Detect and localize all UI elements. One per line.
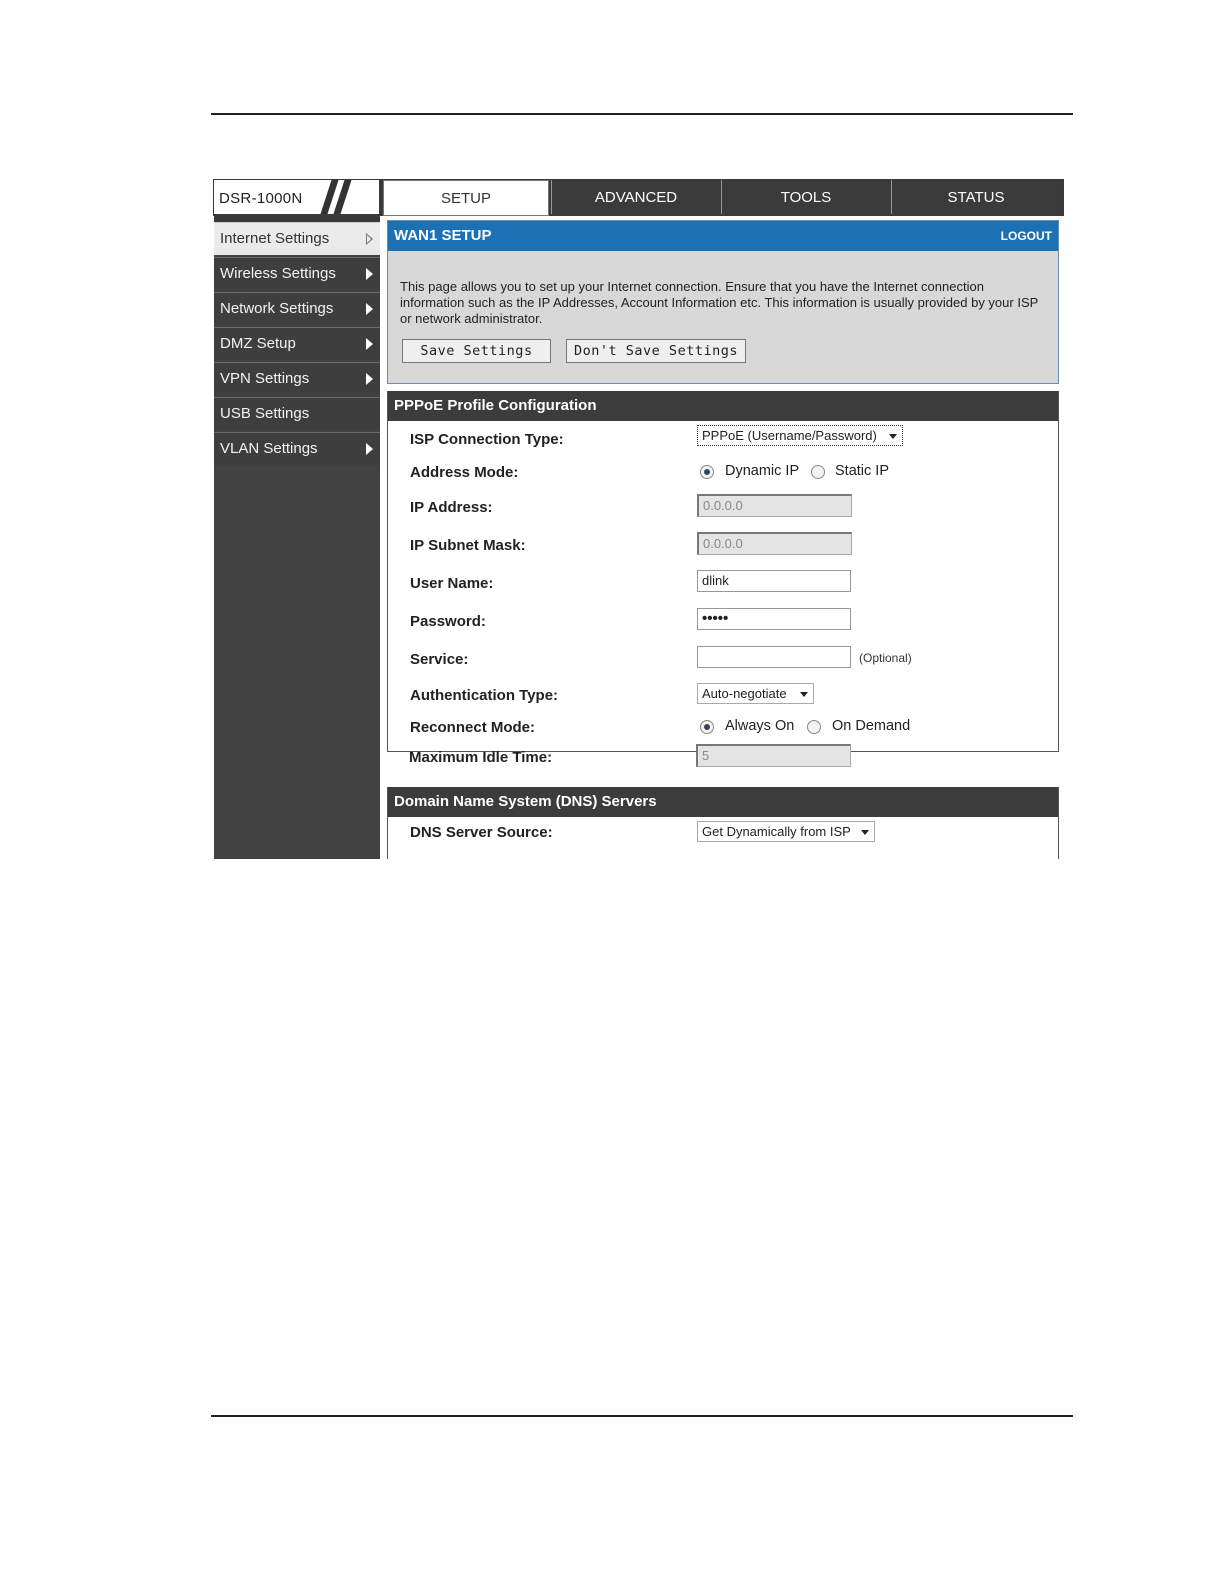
service-row bbox=[388, 643, 1058, 673]
tab-advanced[interactable]: ADVANCED bbox=[551, 180, 720, 214]
sidebar-item-label: DMZ Setup bbox=[220, 335, 296, 352]
max-idle-time-label: Maximum Idle Time: bbox=[409, 749, 553, 766]
sidebar-item-usb-settings[interactable] bbox=[214, 397, 380, 430]
isp-connection-type-row bbox=[388, 424, 1058, 454]
subnet-mask-input[interactable]: 0.0.0.0 bbox=[697, 532, 852, 555]
sidebar bbox=[214, 216, 380, 859]
static-ip-radio[interactable] bbox=[811, 465, 825, 479]
chevron-down-icon bbox=[800, 692, 808, 697]
dns-servers-section bbox=[387, 787, 1059, 859]
tab-tools[interactable]: TOOLS bbox=[721, 180, 890, 214]
isp-connection-type-select[interactable] bbox=[697, 425, 903, 446]
router-admin-window bbox=[213, 179, 1064, 859]
address-mode-row bbox=[388, 457, 1058, 487]
chevron-down-icon bbox=[889, 434, 897, 439]
authentication-type-select[interactable] bbox=[697, 683, 814, 704]
reconnect-mode-row bbox=[388, 712, 1058, 742]
logout-link[interactable]: LOGOUT bbox=[1000, 229, 1052, 243]
main-content bbox=[387, 220, 1059, 841]
wan-setup-panel bbox=[387, 220, 1059, 384]
tab-setup[interactable]: SETUP bbox=[383, 180, 549, 216]
wan-setup-header bbox=[388, 221, 1058, 251]
chevron-right-icon bbox=[366, 338, 373, 350]
pppoe-section-title: PPPoE Profile Configuration bbox=[388, 391, 1058, 421]
ip-address-label: IP Address: bbox=[410, 499, 493, 516]
chevron-down-icon bbox=[861, 830, 869, 835]
dynamic-ip-radio[interactable] bbox=[700, 465, 714, 479]
dns-server-source-value: Get Dynamically from ISP bbox=[702, 824, 851, 839]
user-name-input[interactable]: dlink bbox=[697, 570, 851, 592]
sidebar-item-label: VLAN Settings bbox=[220, 440, 318, 457]
dynamic-ip-label: Dynamic IP bbox=[725, 463, 800, 479]
ip-address-input[interactable]: 0.0.0.0 bbox=[697, 494, 852, 517]
subnet-mask-label: IP Subnet Mask: bbox=[410, 537, 526, 554]
on-demand-label: On Demand bbox=[832, 718, 911, 734]
isp-connection-type-label: ISP Connection Type: bbox=[410, 431, 564, 448]
page-title: WAN1 SETUP bbox=[394, 227, 492, 244]
password-row bbox=[388, 605, 1058, 635]
brand-name: DSR-1000N bbox=[219, 190, 303, 207]
brand-logo bbox=[214, 180, 379, 214]
pppoe-profile-section bbox=[387, 391, 1059, 752]
page-bottom-rule bbox=[211, 1415, 1073, 1417]
dns-section-title: Domain Name System (DNS) Servers bbox=[388, 787, 1058, 817]
service-optional-hint: (Optional) bbox=[859, 651, 912, 665]
on-demand-radio[interactable] bbox=[807, 720, 821, 734]
chevron-right-icon bbox=[366, 373, 373, 385]
static-ip-label: Static IP bbox=[835, 463, 889, 479]
subnet-mask-row bbox=[388, 529, 1058, 559]
dont-save-settings-button[interactable]: Don't Save Settings bbox=[566, 339, 746, 363]
sidebar-item-wireless-settings[interactable] bbox=[214, 257, 380, 290]
save-settings-button[interactable]: Save Settings bbox=[402, 339, 551, 363]
user-name-label: User Name: bbox=[410, 575, 494, 592]
dns-server-source-row bbox=[388, 820, 1058, 850]
sidebar-item-network-settings[interactable] bbox=[214, 292, 380, 325]
top-navigation bbox=[213, 179, 1064, 216]
user-name-row bbox=[388, 567, 1058, 597]
sidebar-item-label: VPN Settings bbox=[220, 370, 310, 387]
tab-status[interactable]: STATUS bbox=[891, 180, 1060, 214]
chevron-right-icon bbox=[366, 303, 373, 315]
page-top-rule bbox=[211, 113, 1073, 115]
dns-server-source-label: DNS Server Source: bbox=[410, 824, 553, 841]
password-label: Password: bbox=[410, 613, 486, 630]
wan-description: This page allows you to set up your Internet connection. Ensure that you have the Internet connection information such as the IP Addresses, Account Information etc. This information is usually provided by your ISP or network administrator. bbox=[400, 279, 1039, 326]
sidebar-item-internet-settings[interactable] bbox=[214, 222, 380, 255]
sidebar-item-label: Internet Settings bbox=[220, 230, 330, 247]
authentication-type-value: Auto-negotiate bbox=[702, 686, 787, 701]
reconnect-mode-label: Reconnect Mode: bbox=[410, 719, 536, 736]
chevron-right-icon bbox=[366, 443, 373, 455]
address-mode-label: Address Mode: bbox=[410, 464, 519, 481]
sidebar-item-label: USB Settings bbox=[220, 405, 310, 422]
max-idle-time-input[interactable]: 5 bbox=[696, 744, 851, 767]
always-on-radio[interactable] bbox=[700, 720, 714, 734]
chevron-right-icon bbox=[366, 268, 373, 280]
max-idle-time-row bbox=[387, 741, 1057, 771]
service-label: Service: bbox=[410, 651, 469, 668]
ip-address-row bbox=[388, 491, 1058, 521]
authentication-type-label: Authentication Type: bbox=[410, 687, 559, 704]
chevron-right-icon bbox=[366, 233, 373, 245]
sidebar-item-vpn-settings[interactable] bbox=[214, 362, 380, 395]
authentication-type-row bbox=[388, 679, 1058, 709]
always-on-label: Always On bbox=[725, 718, 795, 734]
sidebar-item-label: Network Settings bbox=[220, 300, 334, 317]
section-gap bbox=[387, 384, 1059, 391]
password-input[interactable]: ••••• bbox=[697, 608, 851, 630]
sidebar-item-label: Wireless Settings bbox=[220, 265, 336, 282]
sidebar-item-vlan-settings[interactable] bbox=[214, 432, 380, 465]
isp-connection-type-value: PPPoE (Username/Password) bbox=[702, 428, 877, 443]
service-input[interactable] bbox=[697, 646, 851, 668]
sidebar-item-dmz-setup[interactable] bbox=[214, 327, 380, 360]
dns-server-source-select[interactable] bbox=[697, 821, 875, 842]
